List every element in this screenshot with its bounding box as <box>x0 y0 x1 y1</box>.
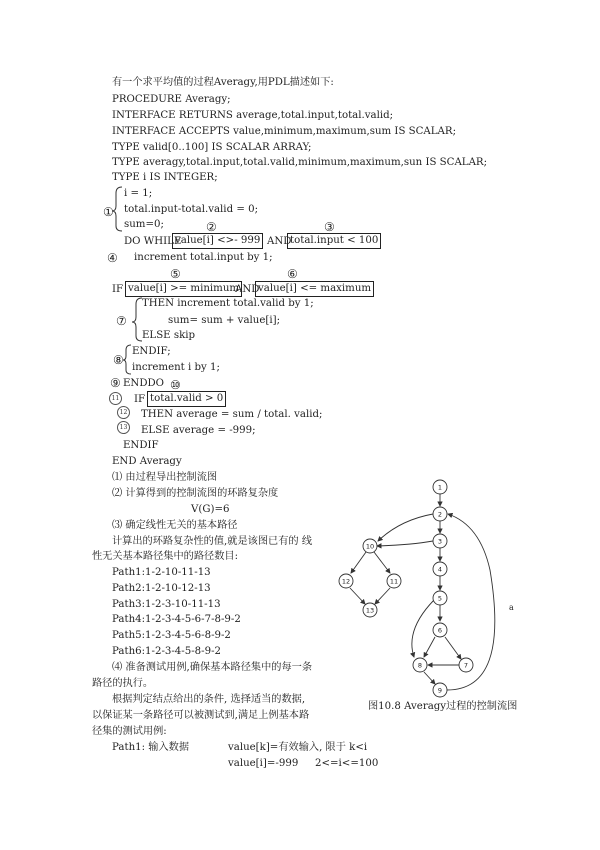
code-line: increment total.input by 1; <box>134 252 273 263</box>
path1-input-value: value[i]=-999 <box>228 758 299 769</box>
path-item: Path2:1-2-10-12-13 <box>112 583 211 594</box>
marker-4: ④ <box>107 251 118 265</box>
code-line: ENDIF; <box>132 346 171 357</box>
code-line: INTERFACE RETURNS average,total.input,total.valid; <box>112 110 394 121</box>
code-line: sum=0; <box>124 219 164 230</box>
edge-10-11 <box>374 552 390 573</box>
node-label: 10 <box>365 542 375 551</box>
code-line: ELSE skip <box>142 330 196 341</box>
condition-3-box: total.input < 100 <box>287 233 381 249</box>
edge-6-8 <box>424 637 435 657</box>
if-keyword: IF <box>134 394 146 405</box>
code-line: sum= sum + value[i]; <box>168 315 281 326</box>
path-item: Path3:1-2-3-10-11-13 <box>112 599 221 610</box>
code-line: TYPE averagy,total.input,total.valid,minimum,maximum,sun IS SCALAR; <box>112 157 488 168</box>
do-while-keyword: DO WHILE <box>124 236 182 247</box>
brace-block-7 <box>132 298 142 341</box>
path-item: Path5:1-2-3-4-5-6-8-9-2 <box>112 630 231 641</box>
code-line: THEN average = sum / total. valid; <box>141 409 323 420</box>
brace-block-1 <box>112 187 122 231</box>
paragraph-line: 根据判定结点给出的条件, 选择适当的数据, <box>112 694 306 705</box>
node-label: 12 <box>341 577 351 586</box>
path1-input-value: value[k]=有效输入, 限于 k<i <box>228 742 368 753</box>
code-line: i = 1; <box>124 188 153 199</box>
paragraph-line: 径集的测试用例: <box>92 726 167 737</box>
path1-input-value: 2<=i<=100 <box>315 758 379 769</box>
vg-value: V(G)=6 <box>191 504 230 515</box>
node-label: 6 <box>437 626 443 635</box>
paragraph-line: 以保证某一条路径可以被测试到,满足上例基本路 <box>92 710 310 721</box>
step-3-desc: 性无关基本路径集中的路径数目: <box>92 551 239 562</box>
node-label: 7 <box>463 661 469 670</box>
code-line: TYPE i IS INTEGER; <box>112 172 218 183</box>
node-label: 3 <box>437 537 443 546</box>
and-keyword: AND <box>267 236 292 247</box>
marker-1: ① <box>103 205 114 219</box>
step-1: ⑴ 由过程导出控制流图 <box>112 472 218 483</box>
code-line: ENDDO <box>123 378 165 389</box>
step-4: 路径的执行。 <box>92 678 154 689</box>
path-item: Path4:1-2-3-4-5-6-7-8-9-2 <box>112 614 241 625</box>
edge-8-9 <box>424 672 435 684</box>
code-line: ENDIF <box>123 440 159 451</box>
code-line: THEN increment total.valid by 1; <box>142 298 314 309</box>
code-line: PROCEDURE Averagy; <box>112 94 231 105</box>
edge-6-7 <box>445 637 461 659</box>
node-label: 2 <box>437 510 443 519</box>
code-line: INTERFACE ACCEPTS value,minimum,maximum,sum IS SCALAR; <box>112 126 457 137</box>
node-label: 11 <box>389 577 399 586</box>
marker-8: ⑧ <box>113 353 124 367</box>
marker-7: ⑦ <box>116 314 127 328</box>
edge-5-8 <box>412 600 434 657</box>
step-3-desc: 计算出的环路复杂性的值,就是该图已有的 线 <box>112 536 313 547</box>
and-keyword: AND <box>235 284 260 295</box>
edge-2-10 <box>378 514 433 541</box>
condition-6-box: value[i] <= maximum <box>255 281 374 297</box>
condition-2-box: value[i] <>- 999 <box>172 233 263 249</box>
marker-5: ⑤ <box>170 267 181 281</box>
code-line: END Averagy <box>112 456 182 467</box>
edge-10-12 <box>351 552 366 573</box>
marker-3: ③ <box>324 220 335 234</box>
intro-text: 有一个求平均值的过程Averagy,用PDL描述如下: <box>112 77 334 88</box>
edge-3-10 <box>377 541 433 546</box>
marker-9: ⑨ <box>110 376 121 390</box>
edge-11-13 <box>375 588 390 604</box>
brace-block-8 <box>123 345 131 374</box>
path1-input-label: Path1: 输入数据 <box>112 742 190 753</box>
if-keyword: IF <box>112 284 124 295</box>
path-item: Path6:1-2-3-4-5-8-9-2 <box>112 646 221 657</box>
code-line: increment i by 1; <box>132 362 220 373</box>
figure-caption: 图10.8 Averagy过程的控制流图 <box>368 701 518 712</box>
step-4: ⑷ 准备测试用例,确保基本路径集中的每一条 <box>112 662 313 673</box>
step-3: ⑶ 确定线性无关的基本路径 <box>112 520 238 531</box>
condition-10-box: total.valid > 0 <box>147 391 226 407</box>
path-item: Path1:1-2-10-11-13 <box>112 567 211 578</box>
marker-13: 13 <box>117 421 130 434</box>
marker-6: ⑥ <box>287 267 298 281</box>
node-label: 1 <box>437 483 443 492</box>
edge-12-13 <box>350 588 365 604</box>
node-label: 4 <box>437 565 443 574</box>
code-line: TYPE valid[0..100] IS SCALAR ARRAY; <box>112 142 312 153</box>
marker-12: 12 <box>117 406 130 419</box>
edge-label-a: a <box>509 603 514 612</box>
node-label: 8 <box>417 661 423 670</box>
node-label: 5 <box>437 594 443 603</box>
node-label: 9 <box>437 686 443 695</box>
marker-10: ⑩ <box>170 378 181 392</box>
node-label: 13 <box>365 606 375 615</box>
marker-2: ② <box>206 220 217 234</box>
condition-5-box: value[i] >= minimum <box>125 281 242 297</box>
code-line: ELSE average = -999; <box>141 425 256 436</box>
step-2: ⑵ 计算得到的控制流图的环路复杂度 <box>112 488 279 499</box>
code-line: total.input-total.valid = 0; <box>124 204 259 215</box>
marker-11: 11 <box>109 392 122 405</box>
